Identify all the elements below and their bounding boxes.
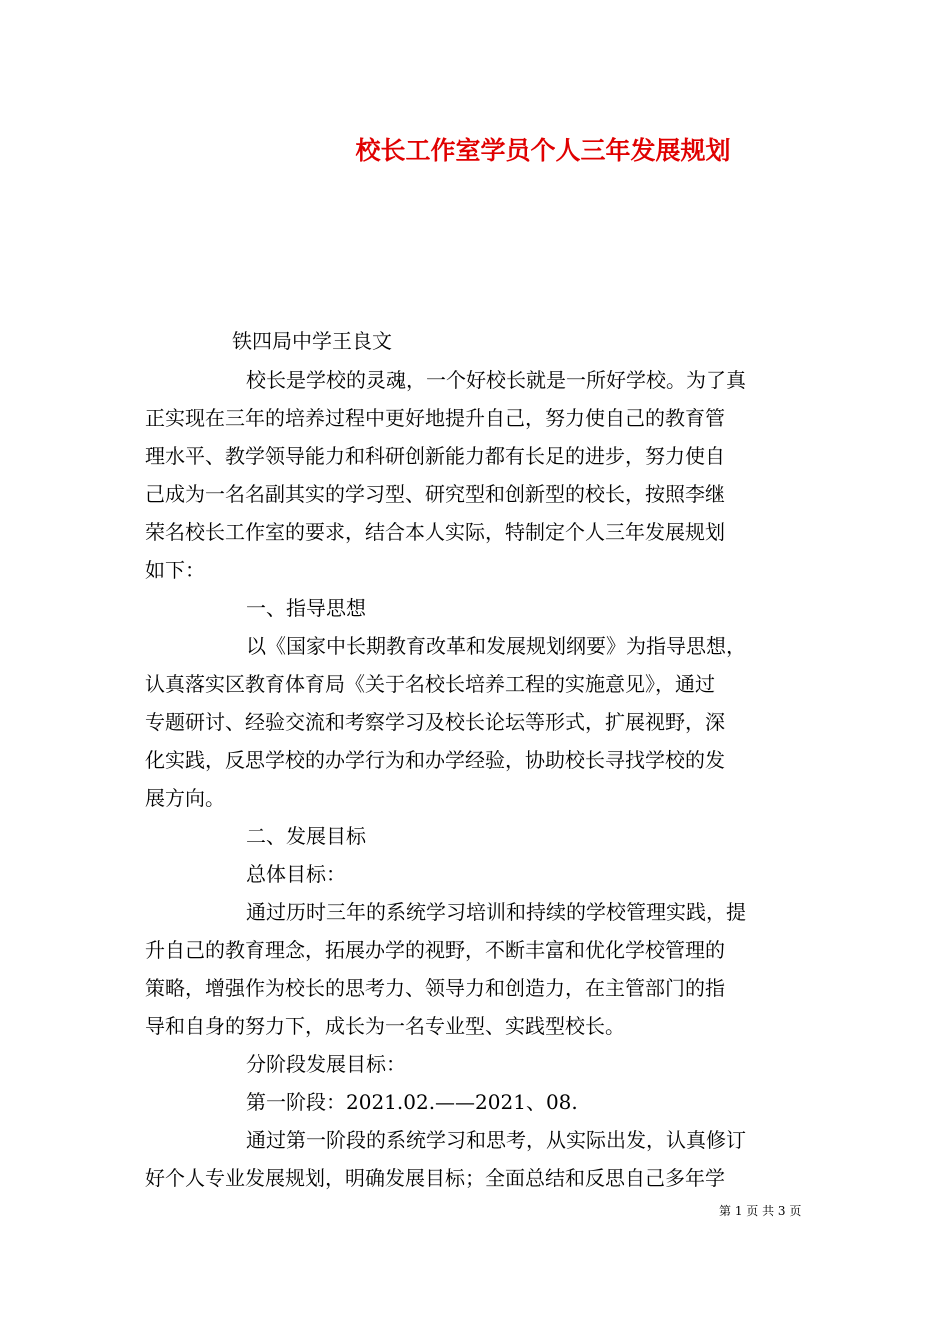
paragraph-line: 策略，增强作为校长的思考力、领导力和创造力，在主管部门的指 [145,976,725,1000]
paragraph-line: 好个人专业发展规划，明确发展目标；全面总结和反思自己多年学 [145,1166,725,1190]
paragraph-line: 通过历时三年的系统学习培训和持续的学校管理实践，提 [246,900,746,924]
paragraph-line: 以《国家中长期教育改革和发展规划纲要》为指导思想， [246,634,746,658]
paragraph-line: 展方向。 [145,786,225,810]
author-line: 铁四局中学王良文 [232,329,392,353]
stage-heading: 第一阶段：2021.02.——2021、08. [246,1090,578,1114]
paragraph-line: 己成为一名名副其实的学习型、研究型和创新型的校长，按照李继 [145,482,725,506]
section-heading: 一、指导思想 [246,596,366,620]
document-title: 校长工作室学员个人三年发展规划 [355,136,731,165]
paragraph-line: 化实践，反思学校的办学行为和办学经验，协助校长寻找学校的发 [145,748,725,772]
paragraph-line: 导和自身的努力下，成长为一名专业型、实践型校长。 [145,1014,625,1038]
paragraph-line: 专题研讨、经验交流和考察学习及校长论坛等形式，扩展视野，深 [145,710,725,734]
paragraph-line: 升自己的教育理念，拓展办学的视野，不断丰富和优化学校管理的 [145,938,725,962]
paragraph-line: 如下： [145,558,205,582]
paragraph-line: 校长是学校的灵魂，一个好校长就是一所好学校。为了真 [246,368,746,392]
subsection-heading: 总体目标： [246,862,346,886]
paragraph-line: 认真落实区教育体育局《关于名校长培养工程的实施意见》，通过 [145,672,715,696]
section-heading: 二、发展目标 [246,824,366,848]
subsection-heading: 分阶段发展目标： [246,1052,406,1076]
page-number-footer: 第 1 页 共 3 页 [719,1204,802,1218]
paragraph-line: 理水平、教学领导能力和科研创新能力都有长足的进步，努力使自 [145,444,725,468]
paragraph-line: 通过第一阶段的系统学习和思考，从实际出发，认真修订 [246,1128,746,1152]
paragraph-line: 正实现在三年的培养过程中更好地提升自己，努力使自己的教育管 [145,406,725,430]
paragraph-line: 荣名校长工作室的要求，结合本人实际，特制定个人三年发展规划 [145,520,725,544]
